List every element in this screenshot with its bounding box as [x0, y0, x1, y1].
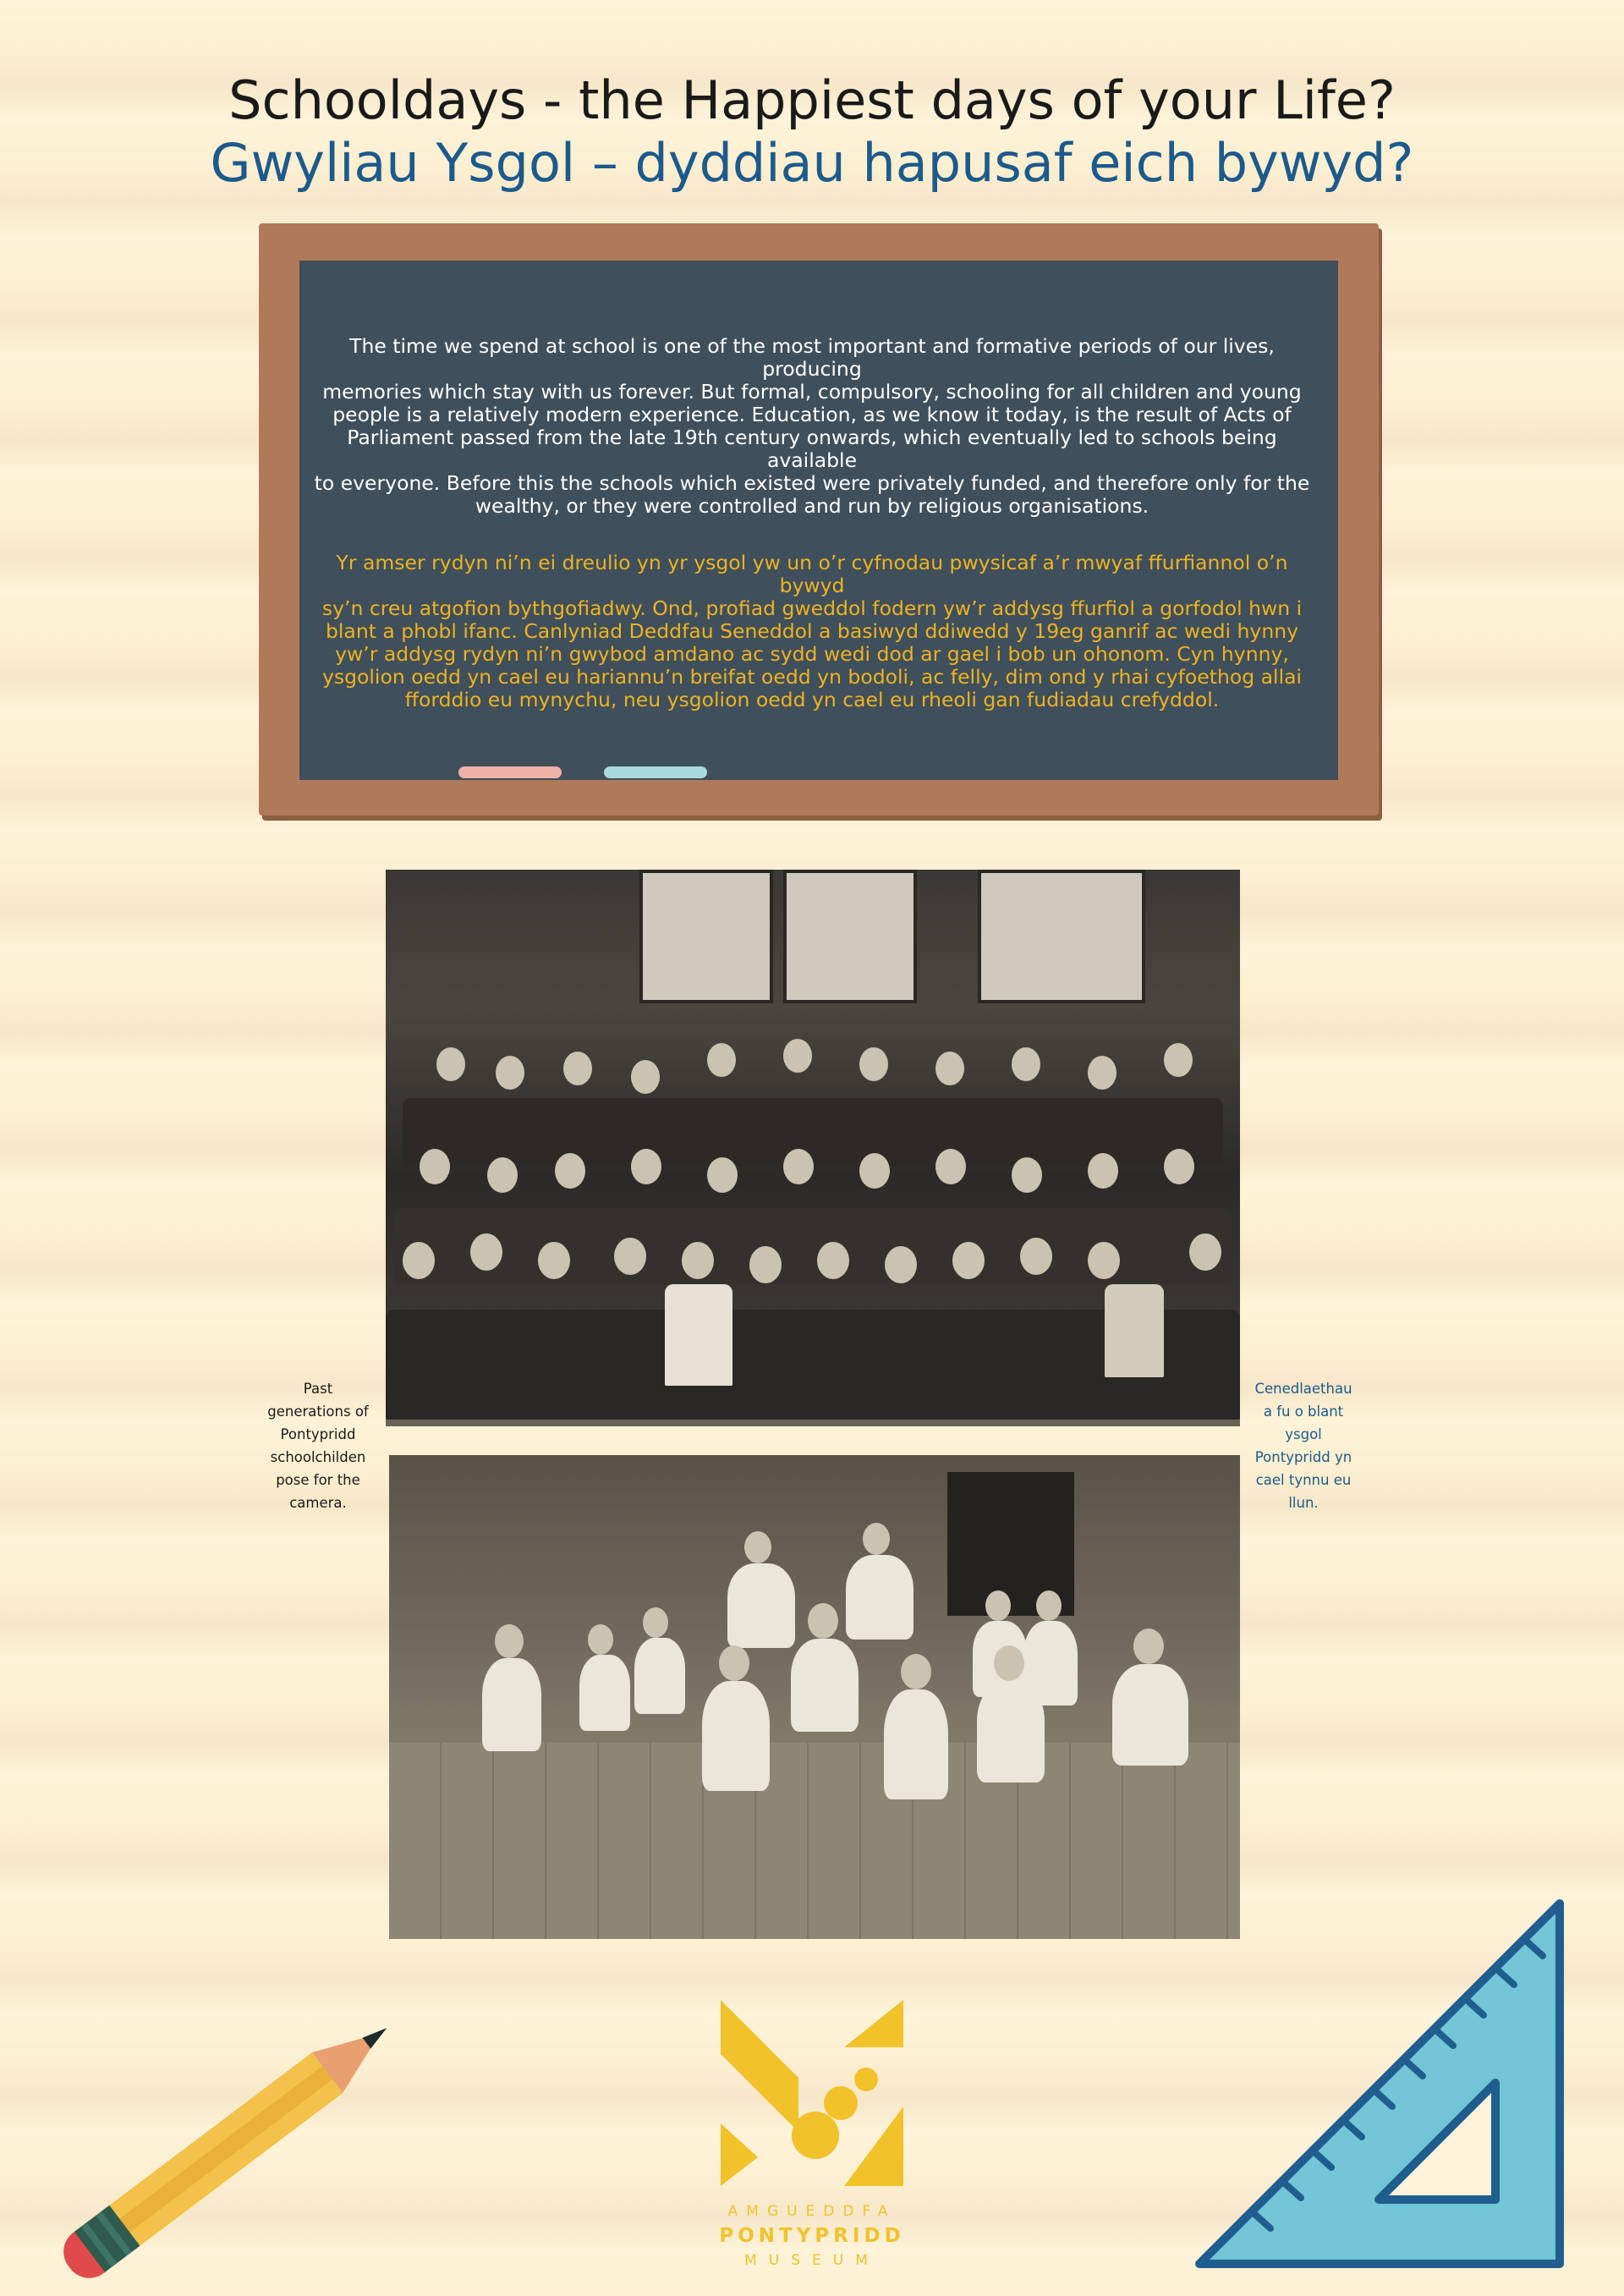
caption-line: cael tynnu eu [1255, 1472, 1352, 1488]
photo-caption-welsh [1242, 1377, 1365, 1514]
caption-line: ysgol [1285, 1426, 1322, 1442]
window [639, 870, 773, 1003]
intro-line: sy’n creu atgofion bythgofiadwy. Ond, profiad gweddol fodern yw’r addysg ffurfiol a gorfodol hwn i [321, 596, 1303, 620]
intro-line: wealthy, or they were controlled and run by religious organisations. [475, 494, 1149, 518]
intro-line: ysgolion oedd yn cael eu hariannu’n breifat oedd yn bodoli, ac felly, dim ond y rhai cyfoethog allai [321, 665, 1303, 689]
logo-text-amgueddfa: AMGUEDDFA [727, 2203, 897, 2220]
page-title: Schooldays - the Happiest days of your Life? [228, 69, 1396, 131]
caption-line: camera. [289, 1495, 347, 1511]
intro-text-english [313, 335, 1311, 518]
intro-line: The time we spend at school is one of the most important and formative periods of our lives, producing [349, 334, 1275, 381]
intro-line: Yr amser rydyn ni’n ei dreulio yn yr ysgol yw un o’r cyfnodau pwysicaf a’r mwyaf ffurfiannol o’n bywyd [336, 551, 1288, 597]
caption-line: llun. [1288, 1495, 1319, 1511]
caption-line: schoolchilden [270, 1449, 366, 1465]
intro-line: Parliament passed from the late 19th century onwards, which eventually led to schools being available [347, 426, 1277, 472]
intro-line: people is a relatively modern experience. Education, as we know it today, is the result of Acts of [332, 403, 1292, 426]
intro-line: memories which stay with us forever. But formal, compulsory, schooling for all children and young [322, 380, 1302, 404]
chalk-blue-icon [604, 766, 707, 778]
caption-line: generations of [267, 1403, 369, 1420]
intro-line: yw’r addysg rydyn ni’n gwybod amdano ac sydd wedi dod ar gael i bob un ohonom. Cyn hynny, [335, 642, 1289, 666]
intro-line: blant a phobl ifanc. Canlyniad Deddfau Seneddol a basiwyd ddiwedd y 19eg ganrif ac wedi hynny [325, 619, 1299, 643]
caption-line: Past [303, 1381, 333, 1397]
caption-line: Pontypridd yn [1254, 1449, 1352, 1465]
photo-caption-english [254, 1377, 382, 1514]
set-square-icon [1182, 1887, 1580, 2284]
museum-logo-icon [717, 1997, 907, 2186]
class-photo-boys [386, 870, 1240, 1426]
caption-line: pose for the [276, 1472, 360, 1488]
logo-text-museum: MUSEUM [744, 2252, 880, 2269]
intro-line: fforddio eu mynychu, neu ysgolion oedd yn cael eu rheoli gan fudiadau crefyddol. [404, 688, 1220, 711]
window [978, 870, 1145, 1003]
caption-line: Cenedlaethau [1254, 1381, 1352, 1397]
intro-text-welsh [313, 552, 1311, 711]
caption-line: a fu o blant [1263, 1403, 1344, 1420]
window [783, 870, 917, 1003]
caption-line: Pontypridd [280, 1426, 356, 1442]
intro-line: to everyone. Before this the schools which existed were privately funded, and therefore only for the [314, 471, 1310, 495]
page-title-welsh: Gwyliau Ysgol – dyddiau hapusaf eich bywyd? [210, 132, 1414, 194]
class-photo-girls [389, 1455, 1240, 1939]
chalk-pink-icon [458, 766, 562, 778]
logo-text-pontypridd: PONTYPRIDD [719, 2225, 905, 2247]
